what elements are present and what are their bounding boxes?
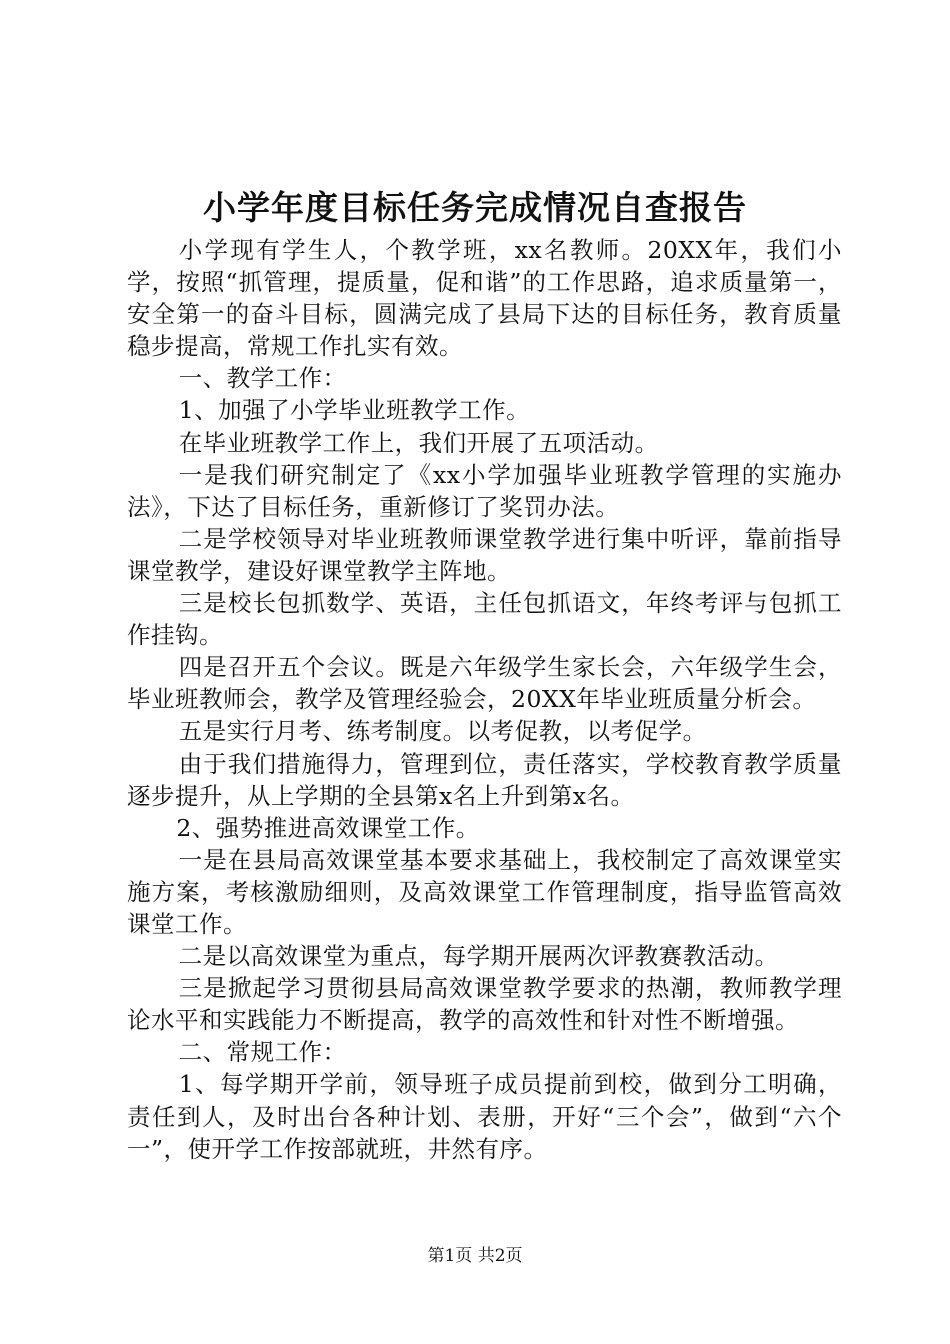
paragraph: 一是我们研究制定了《xx小学加强毕业班教学管理的实施办法》，下达了目标任务，重新修订了奖罚办法。 — [127, 460, 842, 521]
paragraph: 四是召开五个会议。既是六年级学生家长会，六年级学生会，毕业班教师会，教学及管理经验会，20XX年毕业班质量分析会。 — [127, 653, 842, 714]
page-footer: 第1页 共2页 — [427, 1246, 523, 1266]
document-title: 小学年度目标任务完成情况自查报告 — [203, 188, 747, 227]
paragraph: 二是学校领导对毕业班教师课堂教学进行集中听评，靠前指导课堂教学，建设好课堂教学主阵地。 — [127, 524, 842, 585]
subsection-heading: 2、强势推进高效课堂工作。 — [176, 813, 480, 842]
paragraph: 一是在县局高效课堂基本要求基础上，我校制定了高效课堂实施方案，考核激励细则，及高效课堂工作管理制度，指导监管高效课堂工作。 — [127, 845, 842, 938]
paragraph: 二是以高效课堂为重点，每学期开展两次评教赛教活动。 — [178, 942, 779, 971]
paragraph: 由于我们措施得力，管理到位，责任落实，学校教育教学质量逐步提升，从上学期的全县第x名上升到第x名。 — [127, 749, 842, 810]
document-body — [127, 234, 842, 1165]
section-heading: 二、常规工作： — [178, 1038, 347, 1067]
subsection-heading: 1、加强了小学毕业班教学工作。 — [178, 396, 531, 425]
paragraph: 五是实行月考、练考制度。以考促教，以考促学。 — [178, 717, 707, 746]
paragraph: 三是校长包抓数学、英语，主任包抓语文，年终考评与包抓工作挂钩。 — [127, 589, 842, 650]
paragraph: 小学现有学生人，个教学班，xx名教师。20XX年，我们小学，按照“抓管理，提质量，促和谐”的工作思路，追求质量第一，安全第一的奋斗目标，圆满完成了县局下达的目标任务，教育质量稳步提高，常规工作扎实有效。 — [127, 236, 842, 361]
paragraph: 三是掀起学习贯彻县局高效课堂教学要求的热潮，教师教学理论水平和实践能力不断提高，教学的高效性和针对性不断增强。 — [127, 974, 842, 1035]
section-heading: 一、教学工作： — [178, 364, 347, 393]
paragraph: 在毕业班教学工作上，我们开展了五项活动。 — [178, 428, 659, 457]
paragraph: 1、每学期开学前，领导班子成员提前到校，做到分工明确，责任到人，及时出台各种计划、表册，开好“三个会”，做到“六个一”，使开学工作按部就班，井然有序。 — [127, 1070, 842, 1163]
